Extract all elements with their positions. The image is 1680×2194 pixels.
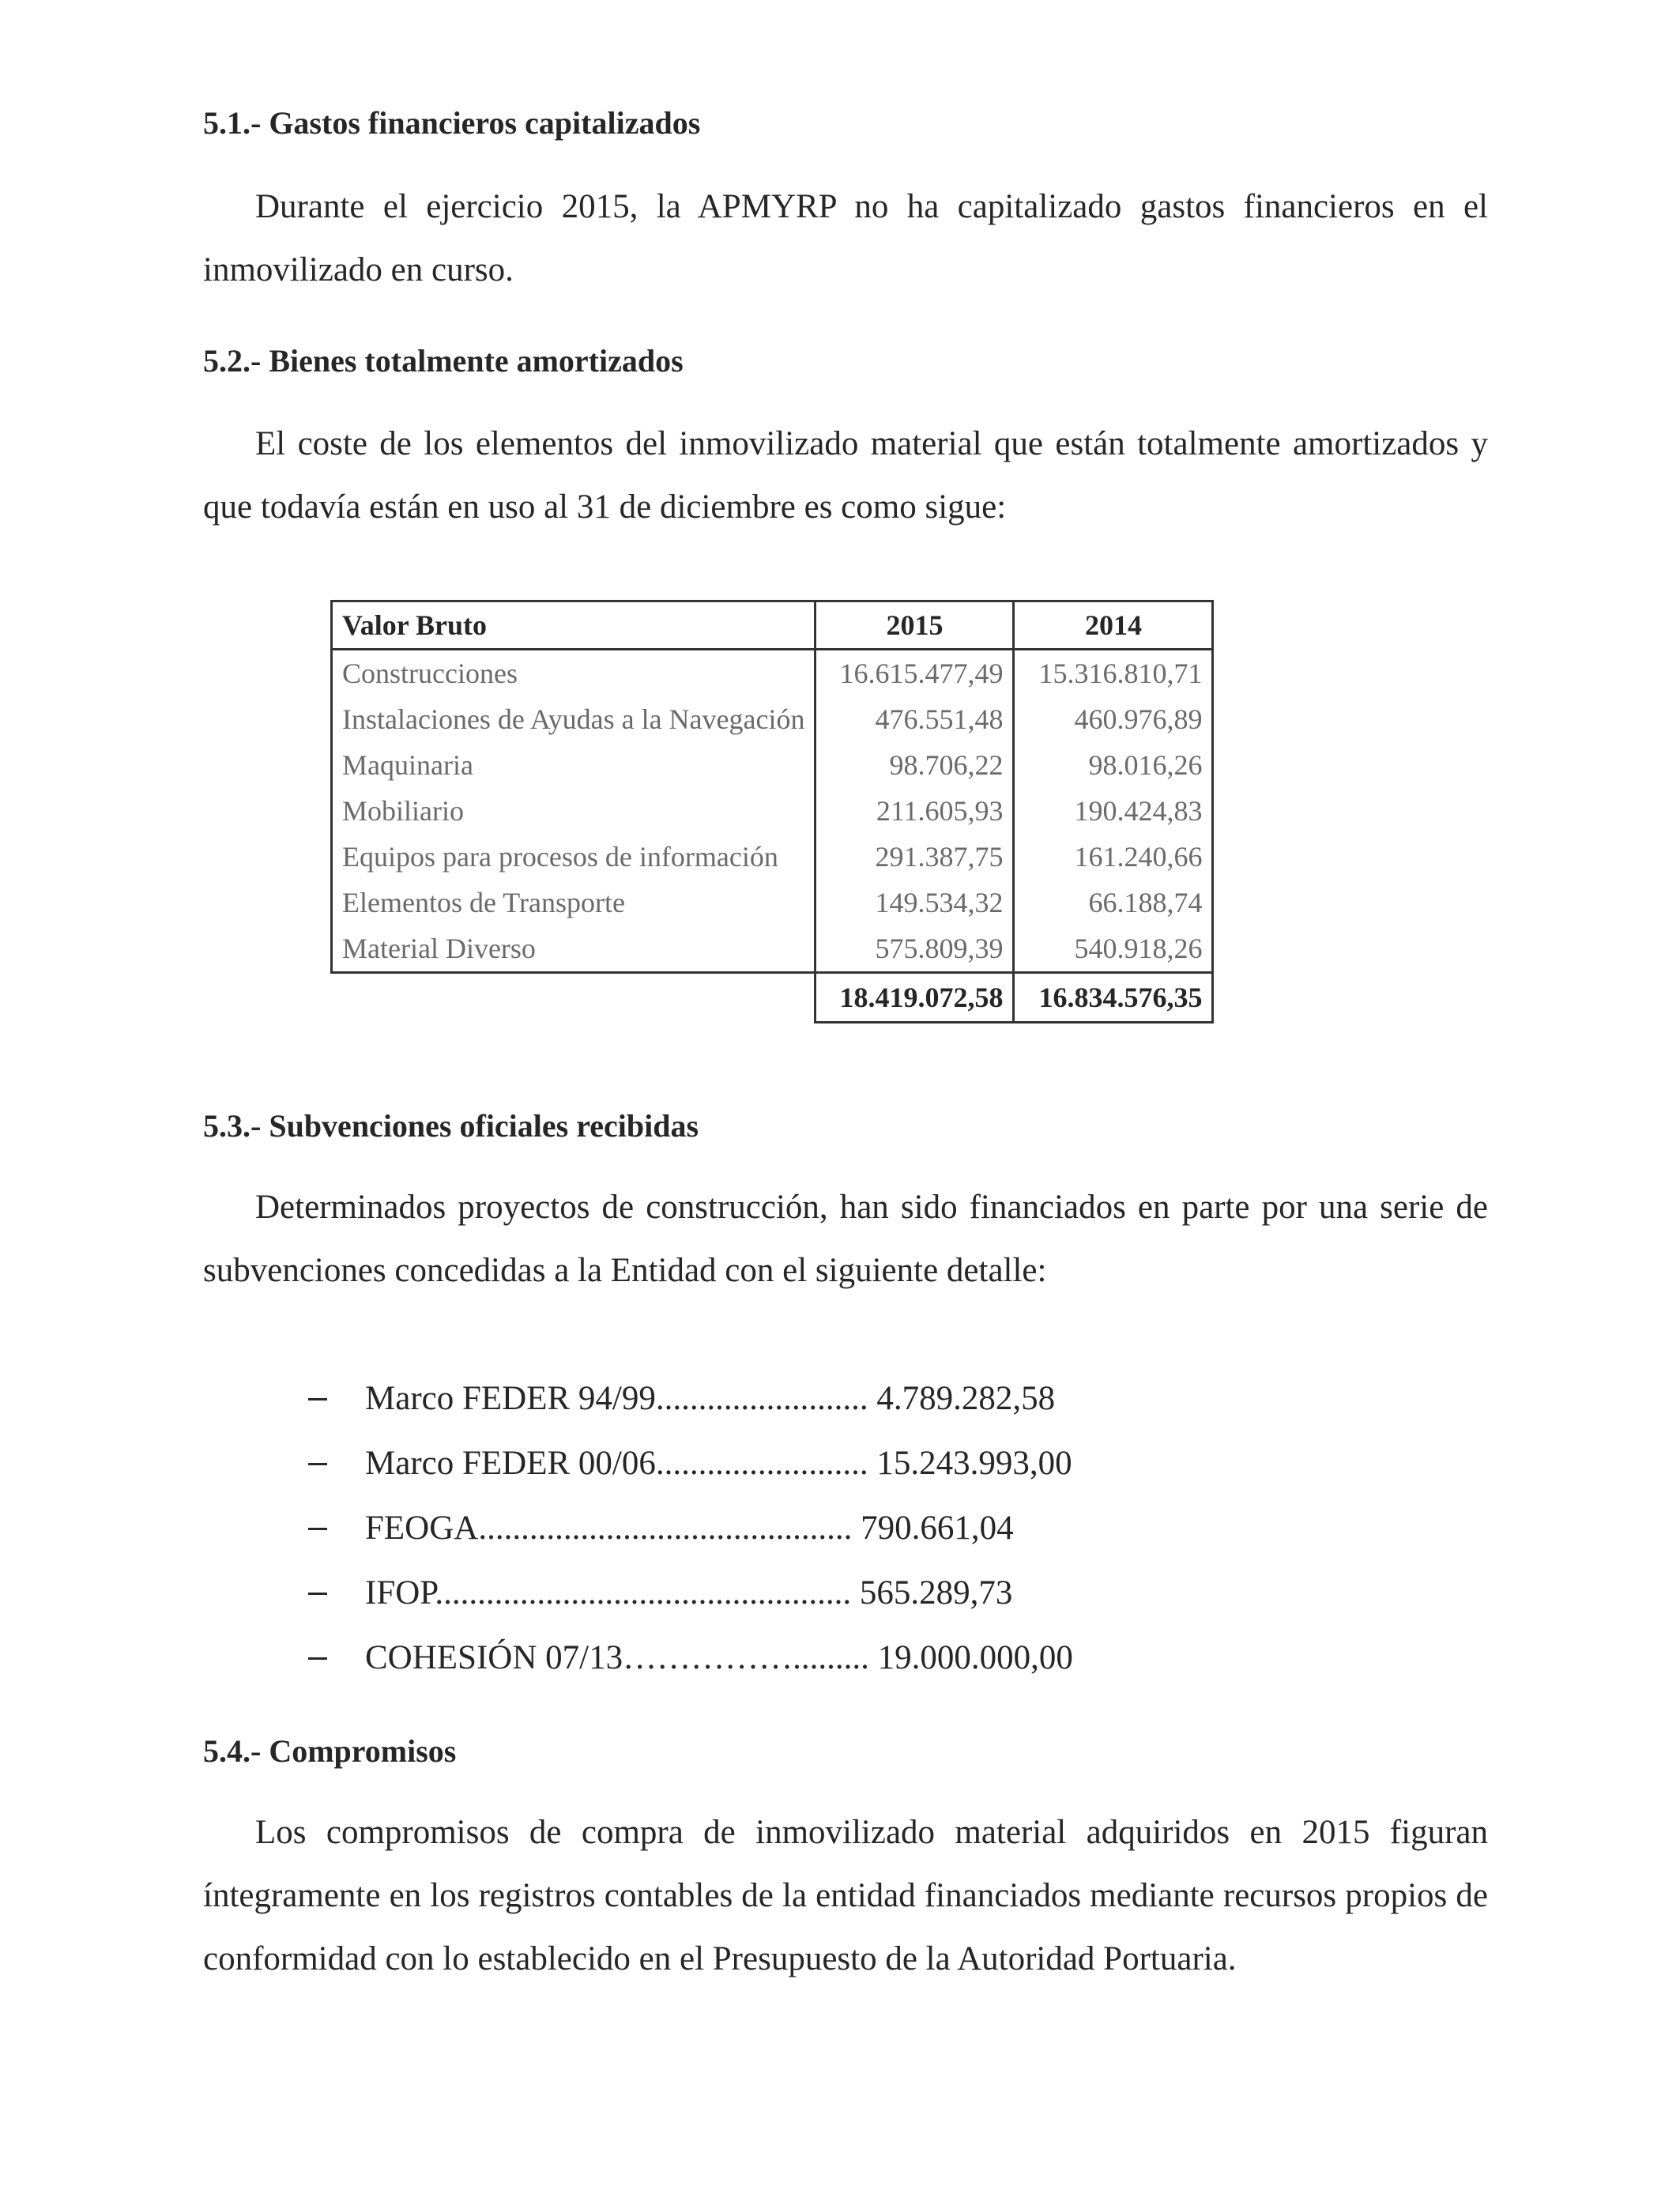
table-row <box>332 788 1213 834</box>
subsidy-text: Marco FEDER 00/06......................... 15.243.993,00 <box>365 1445 1072 1482</box>
section-5-4-heading: 5.4.- Compromisos <box>203 1733 457 1769</box>
row-value-2014: 66.188,74 <box>1014 880 1213 925</box>
total-label-empty <box>332 973 816 1023</box>
table-header-row <box>332 601 1213 650</box>
row-value-2015: 575.809,39 <box>816 925 1014 973</box>
header-valor-bruto: Valor Bruto <box>332 601 816 650</box>
section-5-3-paragraph <box>203 1176 1488 1302</box>
row-label: Instalaciones de Ayudas a la Navegación <box>332 696 816 742</box>
subsidy-text: COHESIÓN 07/13……………......... 19.000.000,00 <box>365 1639 1073 1676</box>
row-label: Mobiliario <box>332 788 816 834</box>
section-5-2-paragraph <box>203 413 1488 539</box>
section-5-4-paragraph <box>203 1801 1488 1991</box>
table-row <box>332 925 1213 973</box>
table-total-row <box>332 973 1213 1023</box>
section-5-2-heading: 5.2.- Bienes totalmente amortizados <box>203 343 684 379</box>
row-value-2015: 98.706,22 <box>816 742 1014 788</box>
section-5-3-heading: 5.3.- Subvenciones oficiales recibidas <box>203 1108 699 1144</box>
row-value-2015: 476.551,48 <box>816 696 1014 742</box>
row-label: Elementos de Transporte <box>332 880 816 925</box>
table-row <box>332 834 1213 880</box>
table-row <box>332 650 1213 697</box>
row-label: Material Diverso <box>332 925 816 973</box>
section-5-2-text: El coste de los elementos del inmovilizado material que están totalmente amortizados y que todavía están en uso al 31 de diciembre es como sigue: <box>203 425 1488 526</box>
header-2014: 2014 <box>1014 601 1213 650</box>
section-5-3-text: Determinados proyectos de construcción, han sido financiados en parte por una serie de subvenciones concedidas a la Entidad con el siguiente detalle: <box>203 1189 1488 1289</box>
subsidy-text: FEOGA............................................ 790.661,04 <box>365 1510 1014 1547</box>
dash-bullet-icon <box>308 1398 327 1400</box>
section-5-1-text: Durante el ejercicio 2015, la APMYRP no ha capitalizado gastos financieros en el inmovilizado en curso. <box>203 188 1488 288</box>
table-row <box>332 696 1213 742</box>
row-value-2015: 211.605,93 <box>816 788 1014 834</box>
row-value-2014: 161.240,66 <box>1014 834 1213 880</box>
row-value-2015: 149.534,32 <box>816 880 1014 925</box>
row-label: Equipos para procesos de información <box>332 834 816 880</box>
total-2014: 16.834.576,35 <box>1014 973 1213 1023</box>
section-5-1-heading: 5.1.- Gastos financieros capitalizados <box>203 105 701 141</box>
total-2015: 18.419.072,58 <box>816 973 1014 1023</box>
row-value-2014: 460.976,89 <box>1014 696 1213 742</box>
section-5-1-paragraph <box>203 175 1488 302</box>
dash-bullet-icon <box>308 1528 327 1530</box>
subsidy-text: IFOP................................................. 565.289,73 <box>365 1574 1013 1612</box>
section-5-4-text: Los compromisos de compra de inmovilizado material adquiridos en 2015 figuran íntegramente en los registros contables de la entidad financiados mediante recursos propios de conformidad con lo establecido en el Presupuesto de la Autoridad Portuaria. <box>203 1814 1488 1977</box>
header-2015: 2015 <box>816 601 1014 650</box>
dash-bullet-icon <box>308 1463 327 1465</box>
row-value-2014: 540.918,26 <box>1014 925 1213 973</box>
fully-amortized-assets-table <box>330 600 1214 1023</box>
row-value-2014: 190.424,83 <box>1014 788 1213 834</box>
row-value-2015: 16.615.477,49 <box>816 650 1014 697</box>
row-label: Maquinaria <box>332 742 816 788</box>
table-row <box>332 880 1213 925</box>
table-row <box>332 742 1213 788</box>
row-value-2014: 15.316.810,71 <box>1014 650 1213 697</box>
dash-bullet-icon <box>308 1657 327 1660</box>
subsidy-text: Marco FEDER 94/99......................... 4.789.282,58 <box>365 1380 1056 1417</box>
row-value-2015: 291.387,75 <box>816 834 1014 880</box>
dash-bullet-icon <box>308 1593 327 1595</box>
row-value-2014: 98.016,26 <box>1014 742 1213 788</box>
row-label: Construcciones <box>332 650 816 697</box>
